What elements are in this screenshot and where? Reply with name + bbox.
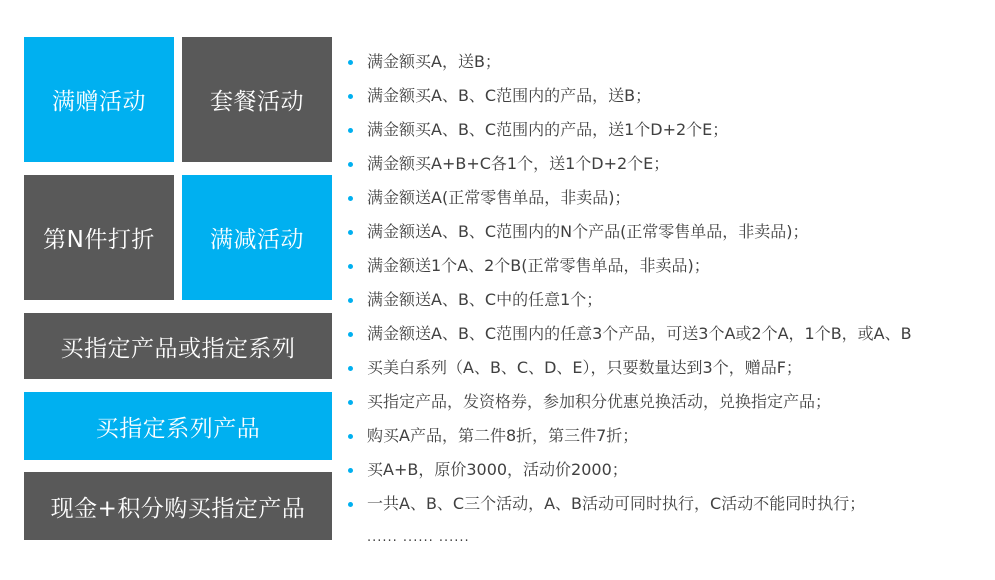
ellipsis-text: ...... ...... ...... xyxy=(367,530,470,545)
tile-buy-series xyxy=(24,392,332,460)
bullet-dot-icon xyxy=(348,196,353,201)
bullet-dot-icon xyxy=(348,332,353,337)
rule-item xyxy=(345,283,912,317)
rule-item xyxy=(345,79,912,113)
tile-cash-points-label: 现金+积分购买指定产品 xyxy=(50,495,306,522)
rule-item xyxy=(345,113,912,147)
rule-item xyxy=(345,419,912,453)
tile-buy-specified xyxy=(24,313,332,379)
rule-item xyxy=(345,215,912,249)
rule-item xyxy=(345,181,912,215)
bullet-dot-icon xyxy=(348,94,353,99)
rule-text: 满金额送A、B、C中的任意1个； xyxy=(367,290,603,309)
bullet-dot-icon xyxy=(348,162,353,167)
tile-full-reduction xyxy=(182,175,332,300)
bullet-dot-icon xyxy=(348,400,353,405)
tile-nth-discount-label: 第N件打折 xyxy=(43,227,155,253)
bullet-dot-icon xyxy=(348,298,353,303)
tile-cash-points xyxy=(24,472,332,540)
rule-item xyxy=(345,147,912,181)
rule-text: 满金额买A，送B； xyxy=(367,52,501,71)
tile-buy-specified-label: 买指定产品或指定系列 xyxy=(60,335,296,362)
tile-full-gift-label: 满赠活动 xyxy=(52,89,146,115)
rule-text: 满金额买A+B+C各1个，送1个D+2个E； xyxy=(367,154,670,173)
tile-package-label: 套餐活动 xyxy=(210,89,304,115)
tile-full-gift xyxy=(24,37,174,162)
rule-item xyxy=(345,487,912,521)
rule-text: 买A+B，原价3000，活动价2000； xyxy=(367,460,628,479)
bullet-dot-icon xyxy=(348,434,353,439)
bullet-dot-icon xyxy=(348,230,353,235)
rule-item xyxy=(345,351,912,385)
bullet-dot-icon xyxy=(348,502,353,507)
rule-item xyxy=(345,45,912,79)
tile-package xyxy=(182,37,332,162)
rule-item xyxy=(345,453,912,487)
rule-item xyxy=(345,385,912,419)
tile-buy-series-label: 买指定系列产品 xyxy=(95,415,261,442)
rule-text: 满金额买A、B、C范围内的产品，送B； xyxy=(367,86,652,105)
rule-text: 买指定产品，发资格券，参加积分优惠兑换活动，兑换指定产品； xyxy=(367,392,832,411)
rule-item xyxy=(345,249,912,283)
tile-full-reduction-label: 满减活动 xyxy=(210,227,304,253)
rule-text: 满金额送1个A、2个B(正常零售单品，非卖品)； xyxy=(367,256,710,275)
bullet-dot-icon xyxy=(348,468,353,473)
rule-item xyxy=(345,317,912,351)
bullet-dot-icon xyxy=(348,60,353,65)
rules-list xyxy=(345,45,912,521)
rule-text: 满金额送A、B、C范围内的任意3个产品，可送3个A或2个A，1个B，或A、B xyxy=(367,324,912,343)
rule-text: 一共A、B、C三个活动，A、B活动可同时执行，C活动不能同时执行； xyxy=(367,494,866,513)
rule-text: 满金额送A、B、C范围内的N个产品(正常零售单品，非卖品)； xyxy=(367,222,809,241)
bullet-dot-icon xyxy=(348,128,353,133)
rule-text: 买美白系列（A、B、C、D、E），只要数量达到3个，赠品F； xyxy=(367,358,802,377)
bullet-dot-icon xyxy=(348,366,353,371)
bullet-dot-icon xyxy=(348,264,353,269)
rule-text: 满金额送A(正常零售单品，非卖品)； xyxy=(367,188,631,207)
rule-text: 购买A产品，第二件8折，第三件7折； xyxy=(367,426,639,445)
tile-nth-discount xyxy=(24,175,174,300)
rule-text: 满金额买A、B、C范围内的产品，送1个D+2个E； xyxy=(367,120,729,139)
